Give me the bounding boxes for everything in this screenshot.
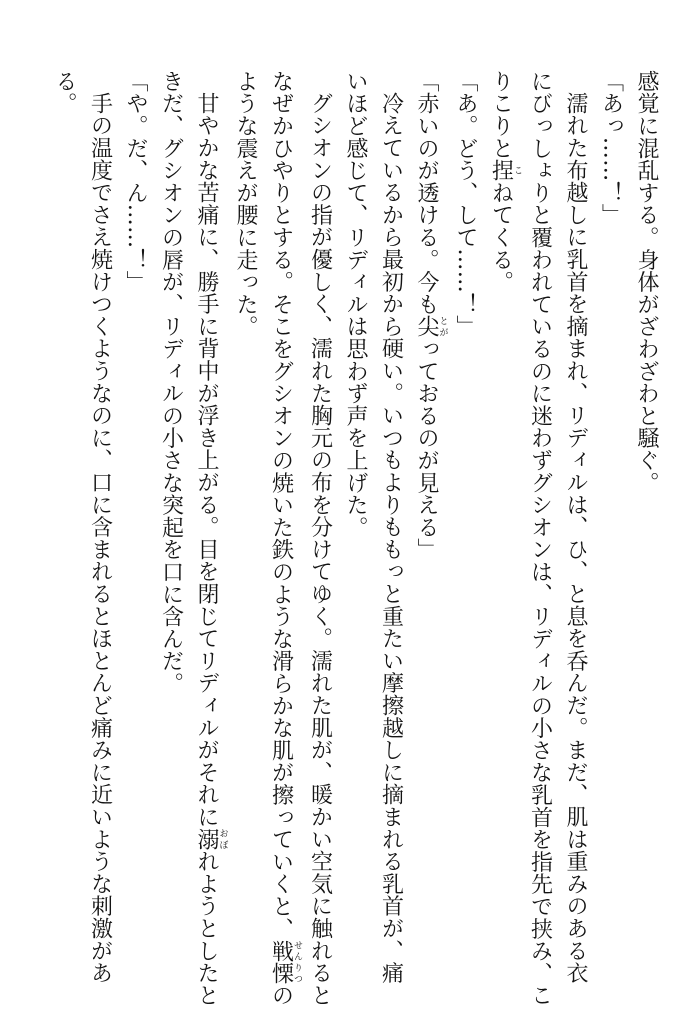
text-line: 手の温度でさえ焼けつくようなのに、口に含まれるとほとんど痛みに近いような刺激があ — [87, 92, 113, 984]
ruby-annotation: 捏こ — [488, 159, 522, 182]
ruby-reading: こ — [512, 159, 522, 182]
text-segment: の — [268, 984, 294, 1007]
ruby-annotation: 溺おぼ — [194, 827, 228, 851]
ruby-annotation: 戦慄せんりつ — [268, 939, 302, 985]
text-line — [409, 70, 448, 990]
ruby-reading: おぼ — [217, 827, 228, 851]
text-line — [483, 70, 522, 990]
text-line: 冷えているから最初から硬い。いつもよりももっと重たい摩擦越しに摘まれる乳首が、痛 — [378, 92, 404, 984]
text-segment: 甘やかな苦痛に、勝手に背中が浮き上がる。目を閉じてリディルがそれに — [194, 92, 219, 828]
text-line — [263, 70, 302, 1007]
text-line — [189, 70, 228, 1007]
text-line: グシオンの指が優しく、濡れた胸元の布を分けてゆく。濡れた肌が、暖かい空気に触れると — [307, 92, 333, 1007]
text-line: 「あ。どう、して……！」 — [453, 70, 478, 338]
ruby-reading: せんりつ — [292, 939, 302, 985]
text-segment: れようとしたと — [194, 850, 219, 1007]
text-line: 「や。だ、ん……！」 — [123, 70, 148, 293]
text-line: きだ、グシオンの唇が、リディルの小さな突起を口に含んだ。 — [158, 70, 184, 695]
text-line: ような震えが腰に走った。 — [233, 70, 258, 338]
text-segment: ねてくる。 — [488, 181, 514, 294]
text-line: 感覚に混乱する。身体がざわざわと騒ぐ。 — [634, 70, 659, 494]
text-line: 濡れた布越しに乳首を摘まれ、リディルは、ひ、と息を呑んだ。まだ、肌は重みのある衣 — [563, 92, 588, 984]
text-line: 「あっ……！」 — [598, 70, 624, 227]
ruby-reading: とが — [437, 315, 448, 338]
text-segment: っておるのが見える」 — [414, 337, 439, 561]
text-segment: りこりと — [488, 70, 514, 160]
text-segment: なぜかひやりとする。そこをグシオンの焼いた鉄のような滑らかな肌が擦っていくと、 — [268, 70, 294, 940]
text-segment: 「赤いのが透ける。今も — [414, 70, 439, 316]
ruby-annotation: 尖とが — [414, 315, 448, 338]
novel-page — [34, 70, 664, 1007]
text-line: にびっしょりと覆われているのに迷わずグシオンは、リディルの小さな乳首を指先で挟み、こ — [527, 70, 553, 1007]
text-line: いほど感じて、リディルは思わず声を上げた。 — [343, 70, 368, 539]
text-line: る。 — [52, 70, 77, 115]
